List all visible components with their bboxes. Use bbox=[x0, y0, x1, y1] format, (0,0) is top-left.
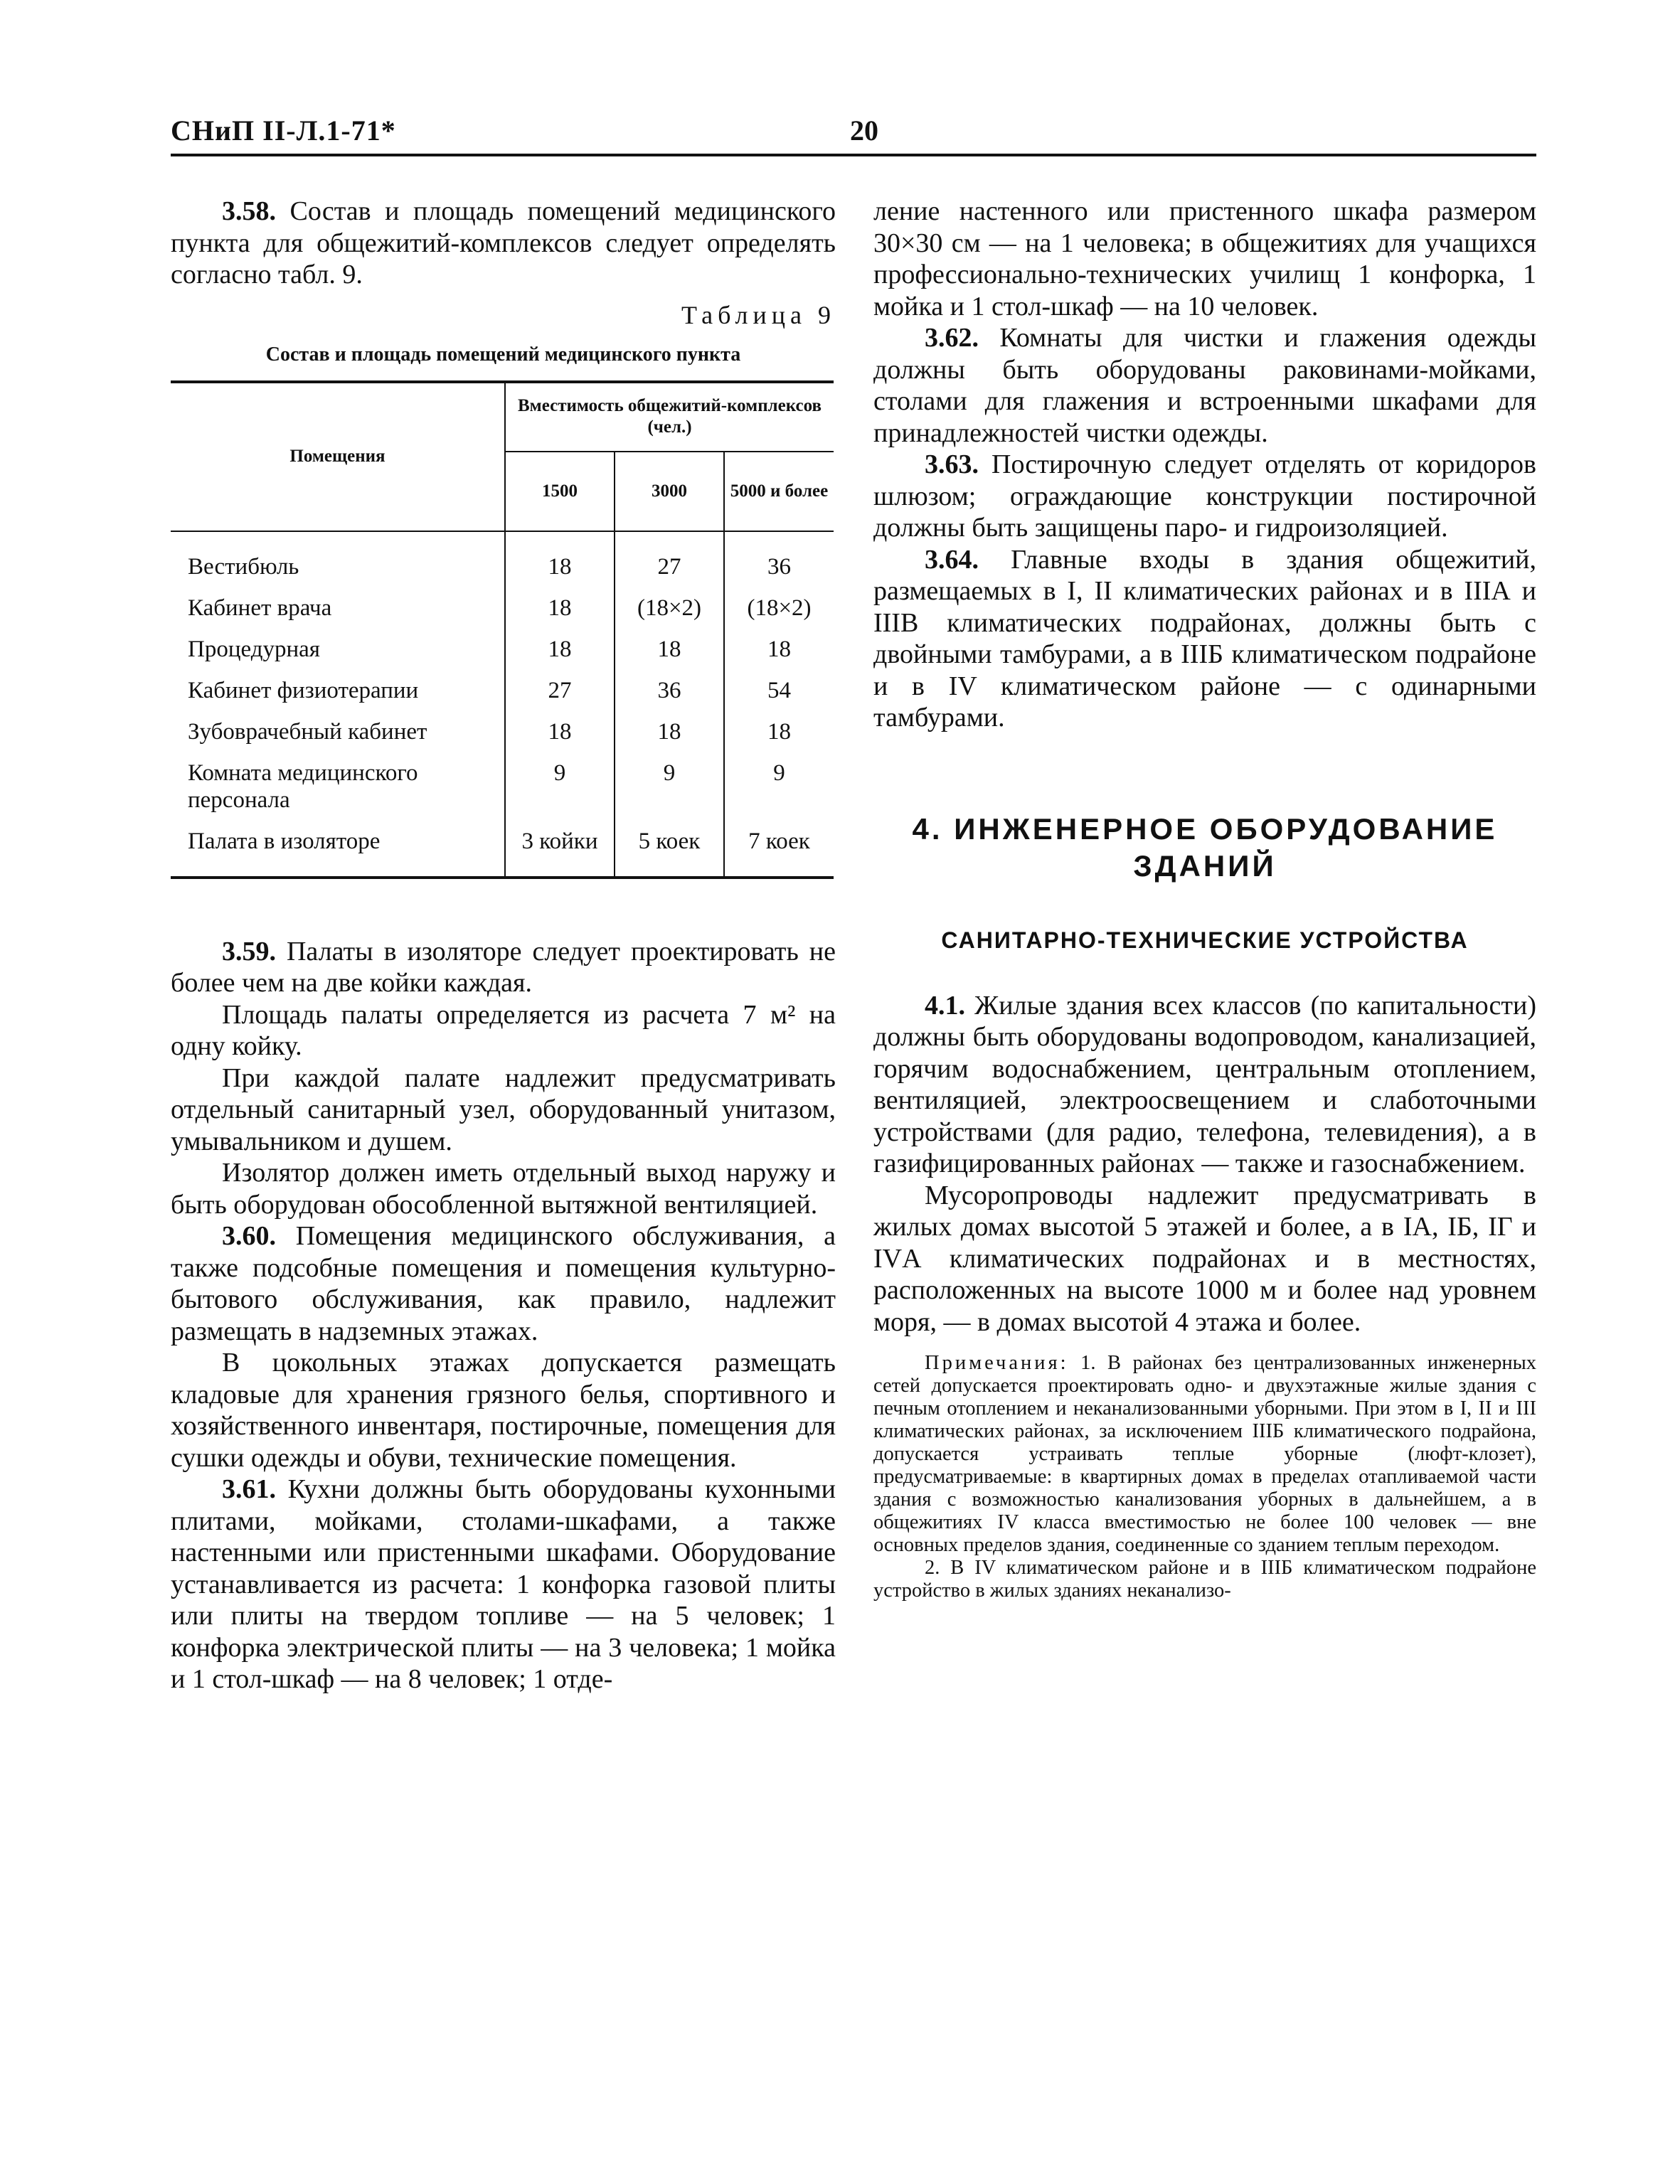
value-3000: 9 bbox=[615, 752, 724, 821]
note-text: 1. В районах без централизованных инженерных сетей допускается проектировать одно- и двухэтажные жилые здания с печным отоплением и неканализованными уборными. При этом в I, II и III климатических районах, за исключением IIIБ климатического подрайона, допускается устраивать теплые уборные (люфт-клозет), предусматриваемые: в квартирных домах в пределах отапливаемой части здания с возможностью канализования уборных в дальнейшем, а в общежитиях IV класса вместимостью не более 100 человек — вне основных пределов здания, соединенные со зданием теплым переходом. bbox=[873, 1352, 1536, 1556]
paragraph-text: Состав и площадь помещений медицинского пункта для общежитий-комплексов следует определять согласно табл. 9. bbox=[171, 196, 836, 289]
room-name: Вестибюль bbox=[171, 531, 505, 587]
clause-number: 3.64. bbox=[925, 544, 979, 575]
paragraph-3-58 bbox=[171, 196, 836, 291]
clause-number: 3.58. bbox=[222, 196, 276, 226]
clause-number: 3.60. bbox=[222, 1221, 276, 1251]
value-5000: 54 bbox=[724, 670, 834, 711]
paragraph-text: Помещения медицинского обслуживания, а также подсобные помещения и помещения культурно-бытового обслуживания, как правило, надлежит размещать в надземных этажах. bbox=[171, 1221, 836, 1346]
table-caption: Таблица 9 bbox=[681, 300, 836, 329]
value-5000: 9 bbox=[724, 752, 834, 821]
value-5000: 18 bbox=[724, 629, 834, 670]
table-row bbox=[171, 531, 834, 587]
subsection-title: САНИТАРНО-ТЕХНИЧЕСКИЕ УСТРОЙСТВА bbox=[941, 927, 1469, 953]
clause-number: 3.61. bbox=[222, 1474, 276, 1504]
section-title: 4. ИНЖЕНЕРНОЕ ОБОРУДОВАНИЕ bbox=[912, 811, 1498, 846]
value-3000: 5 коек bbox=[615, 821, 724, 878]
page-header bbox=[171, 114, 1536, 158]
table-row bbox=[171, 670, 834, 711]
table-row bbox=[171, 711, 834, 752]
value-1500: 27 bbox=[505, 670, 615, 711]
table-row bbox=[171, 629, 834, 670]
note-2: 2. В IV климатическом районе и в IIIБ климатическом подрайоне устройство в жилых зданиях неканализо- bbox=[873, 1557, 1536, 1602]
document-code: СНиП II-Л.1-71* bbox=[171, 114, 396, 147]
room-name: Зубоврачебный кабинет bbox=[171, 711, 505, 752]
paragraph-text: Жилые здания всех классов (по капитальности) должны быть оборудованы водопроводом, канализацией, горячим водоснабжением, центральным отоплением, вентиляцией, электроосвещением и слаботочными устройствами (для радио, телефона, телевидения), а в газифицированных районах — также и газоснабжением. bbox=[873, 990, 1536, 1178]
value-5000: 18 bbox=[724, 711, 834, 752]
table-row bbox=[171, 587, 834, 629]
value-1500: 9 bbox=[505, 752, 615, 821]
header-capacity: Вместимость общежитий-комплексов (чел.) bbox=[505, 382, 834, 452]
paragraph-3-60 bbox=[171, 1220, 836, 1347]
paragraph-3-62 bbox=[873, 322, 1536, 449]
header-rooms: Помещения bbox=[171, 382, 505, 531]
notes-label: Примечания: bbox=[925, 1352, 1069, 1374]
value-5000: (18×2) bbox=[724, 587, 834, 629]
notes-block bbox=[873, 1352, 1536, 1602]
paragraph-text: Кухни должны быть оборудованы кухонными плитами, мойками, столами-шкафами, а также настенными или пристенными шкафами. Оборудование устанавливается из расчета: 1 конфорка газовой плиты или плиты на твердом топливе — на 5 человек; 1 конфорка электрической плиты — на 3 человека; 1 мойка и 1 стол-шкаф — на 8 человек; 1 отде- bbox=[171, 1474, 836, 1694]
room-name: Палата в изоляторе bbox=[171, 821, 505, 878]
room-name: Комната медицинского персонала bbox=[171, 752, 505, 821]
header-5000: 5000 и более bbox=[724, 452, 834, 531]
paragraph-text: Палаты в изоляторе следует проектировать не более чем на две койки каждая. bbox=[171, 936, 836, 998]
section-title-line-2: ЗДАНИЙ bbox=[1133, 848, 1277, 883]
note-1 bbox=[873, 1352, 1536, 1557]
value-1500: 18 bbox=[505, 587, 615, 629]
paragraph-text: Изолятор должен иметь отдельный выход наружу и быть оборудован обособленной вытяжной вентиляцией. bbox=[171, 1158, 836, 1220]
value-3000: (18×2) bbox=[615, 587, 724, 629]
paragraph-text: В цокольных этажах допускается размещать кладовые для хранения грязного белья, спортивного и хозяйственного инвентаря, постирочные, помещения для сушки одежды и обуви, технические помещения. bbox=[171, 1348, 836, 1473]
room-name: Процедурная bbox=[171, 629, 505, 670]
paragraph-3-61-continued: ление настенного или пристенного шкафа размером 30×30 см — на 1 человека; в общежитиях для учащихся профессионально-технических училищ 1 конфорка, 1 мойка и 1 стол-шкаф — на 10 человек. bbox=[873, 196, 1536, 321]
paragraph-text: При каждой палате надлежит предусматривать отдельный санитарный узел, оборудованный унитазом, умывальником и душем. bbox=[171, 1062, 836, 1156]
left-column bbox=[171, 196, 836, 1695]
table-title: Состав и площадь помещений медицинского пункта bbox=[265, 343, 741, 366]
value-5000: 36 bbox=[724, 531, 834, 587]
clause-number: 3.63. bbox=[925, 449, 979, 479]
paragraph-3-59 bbox=[171, 936, 836, 999]
value-3000: 18 bbox=[615, 711, 724, 752]
value-3000: 27 bbox=[615, 531, 724, 587]
paragraph-text: Площадь палаты определяется из расчета 7 м² на одну койку. bbox=[171, 999, 836, 1061]
paragraph-3-63 bbox=[873, 449, 1536, 544]
header-3000: 3000 bbox=[615, 452, 724, 531]
clause-number: 4.1. bbox=[925, 990, 965, 1021]
value-1500: 18 bbox=[505, 531, 615, 587]
room-name: Кабинет врача bbox=[171, 587, 505, 629]
page-number: 20 bbox=[850, 114, 878, 147]
value-1500: 3 койки bbox=[505, 821, 615, 878]
clause-number: 3.62. bbox=[925, 323, 979, 353]
paragraph-3-61 bbox=[171, 1474, 836, 1695]
value-1500: 18 bbox=[505, 711, 615, 752]
medical-rooms-table bbox=[171, 380, 834, 879]
paragraph-text: Главные входы в здания общежитий, размещаемых в I, II климатических районах и в IIIА и IIIВ климатических подрайонах, должны быть с двойными тамбурами, а в IIIБ климатическом подрайоне и в IV климатическом районе — с одинарными тамбурами. bbox=[873, 544, 1536, 733]
paragraph-text: Мусоропроводы надлежит предусматривать в жилых домах высотой 5 этажей и более, а в IА, IБ, IГ и IVА климатических подрайонах и в местностях, расположенных на высоте 1000 м и более над уровнем моря, — в домах высотой 4 этажа и более. bbox=[873, 1180, 1536, 1337]
paragraph-text: Комнаты для чистки и глажения одежды должны быть оборудованы раковинами-мойками, столами для глажения и встроенными шкафами для принадлежностей чистки одежды. bbox=[873, 323, 1536, 448]
room-name: Кабинет физиотерапии bbox=[171, 670, 505, 711]
paragraph-4-1 bbox=[873, 990, 1536, 1180]
value-3000: 18 bbox=[615, 629, 724, 670]
table-row bbox=[171, 752, 834, 821]
right-column bbox=[873, 196, 1536, 1602]
value-3000: 36 bbox=[615, 670, 724, 711]
header-rule bbox=[171, 154, 1536, 156]
clause-number: 3.59. bbox=[222, 936, 276, 966]
paragraph-3-64 bbox=[873, 544, 1536, 734]
header-1500: 1500 bbox=[505, 452, 615, 531]
paragraph-text: Постирочную следует отделять от коридоров шлюзом; ограждающие конструкции постирочной должны быть защищены паро- и гидроизоляцией. bbox=[873, 449, 1536, 543]
value-1500: 18 bbox=[505, 629, 615, 670]
value-5000: 7 коек bbox=[724, 821, 834, 878]
table-row bbox=[171, 821, 834, 878]
